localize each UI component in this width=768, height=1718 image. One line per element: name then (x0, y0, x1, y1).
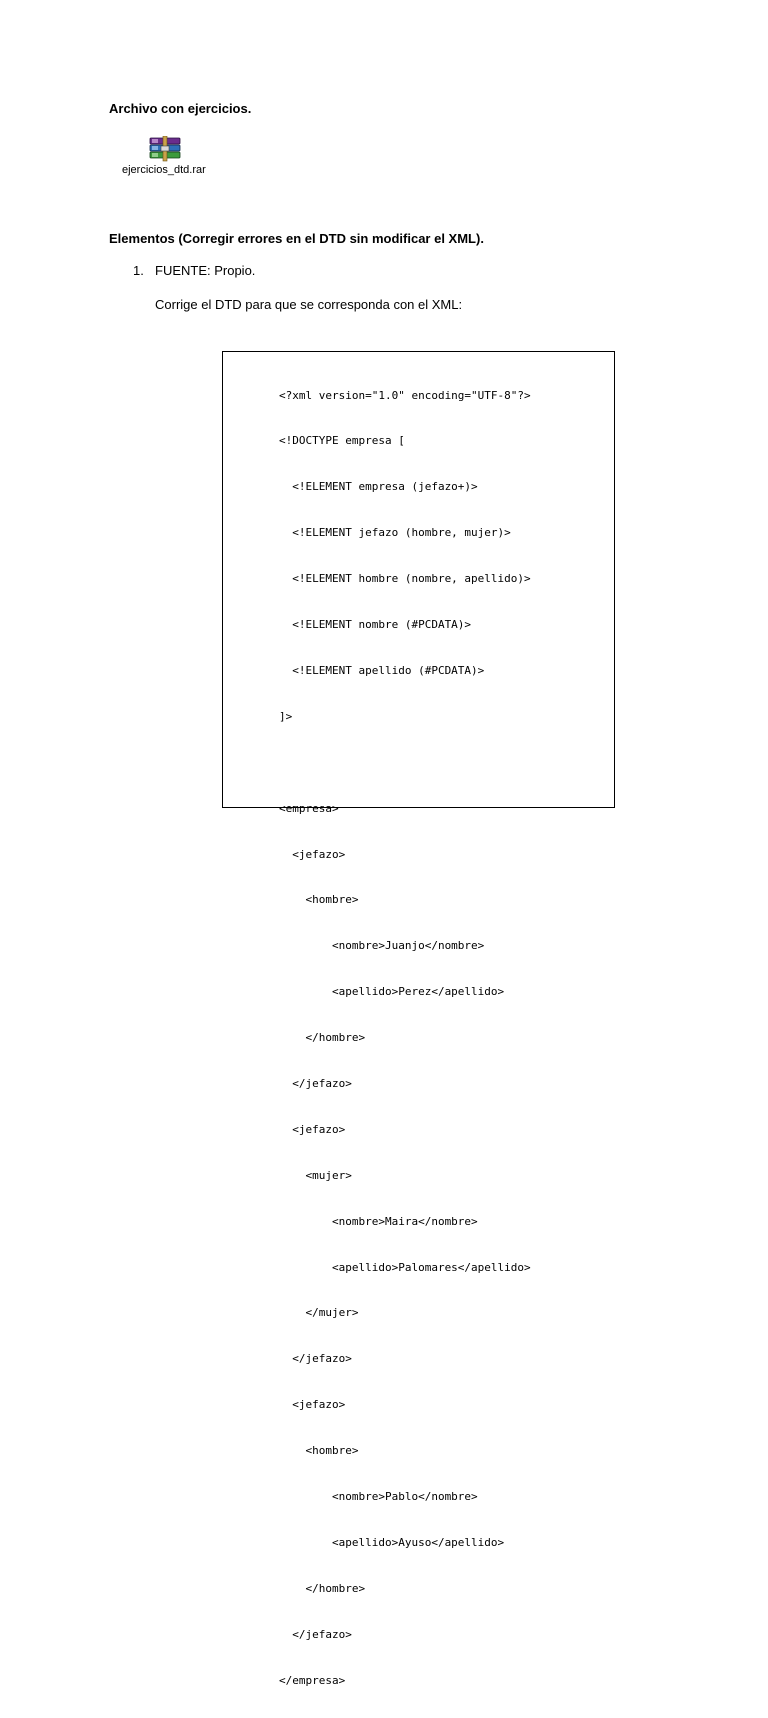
attachment-file-name: ejercicios_dtd.rar (122, 164, 206, 176)
code-line: <!ELEMENT hombre (nombre, apellido)> (279, 572, 531, 586)
code-line: </hombre> (279, 1031, 366, 1045)
code-line: ]> (279, 709, 293, 723)
code-line: <nombre>Pablo</nombre> (279, 1489, 478, 1503)
list-item-number: 1. (133, 263, 144, 278)
code-line: <apellido>Perez</apellido> (279, 985, 505, 999)
code-line: <apellido>Palomares</apellido> (279, 1260, 531, 1274)
code-line: <mujer> (279, 1168, 352, 1182)
code-line: <!ELEMENT jefazo (hombre, mujer)> (279, 526, 511, 540)
attachment-file[interactable] (118, 136, 214, 180)
code-line: <jefazo> (279, 847, 346, 861)
code-line: </jefazo> (279, 1627, 352, 1641)
winrar-archive-icon (148, 136, 182, 162)
code-line: <!ELEMENT apellido (#PCDATA)> (279, 663, 485, 677)
list-item-label: FUENTE: Propio. (155, 263, 256, 278)
code-line: <!ELEMENT empresa (jefazo+)> (279, 480, 478, 494)
code-line: </hombre> (279, 1581, 366, 1595)
code-line: <!ELEMENT nombre (#PCDATA)> (279, 618, 472, 632)
code-line: <nombre>Juanjo</nombre> (279, 939, 485, 953)
code-line: <!DOCTYPE empresa [ (279, 434, 405, 448)
code-line: <nombre>Maira</nombre> (279, 1214, 478, 1228)
code-line: <hombre> (279, 1444, 359, 1458)
code-line: </empresa> (279, 1673, 346, 1687)
elements-heading: Elementos (Corregir errores en el DTD sin modificar el XML). (109, 231, 484, 246)
code-line: </jefazo> (279, 1352, 352, 1366)
code-line: <empresa> (279, 801, 339, 815)
exercise-list-item (133, 263, 255, 279)
code-box (222, 351, 615, 1687)
code-line: <hombre> (279, 893, 359, 907)
code-line: <jefazo> (279, 1398, 346, 1412)
code-line: </jefazo> (279, 1076, 352, 1090)
code-listing (279, 357, 531, 1718)
exercise-instruction: Corrige el DTD para que se corresponda con el XML: (155, 297, 463, 312)
code-line (279, 755, 531, 770)
attachment-heading: Archivo con ejercicios. (109, 101, 252, 116)
code-line: <jefazo> (279, 1122, 346, 1136)
code-line: <?xml version="1.0" encoding="UTF-8"?> (279, 388, 531, 402)
code-line: <apellido>Ayuso</apellido> (279, 1535, 505, 1549)
code-line: </mujer> (279, 1306, 359, 1320)
